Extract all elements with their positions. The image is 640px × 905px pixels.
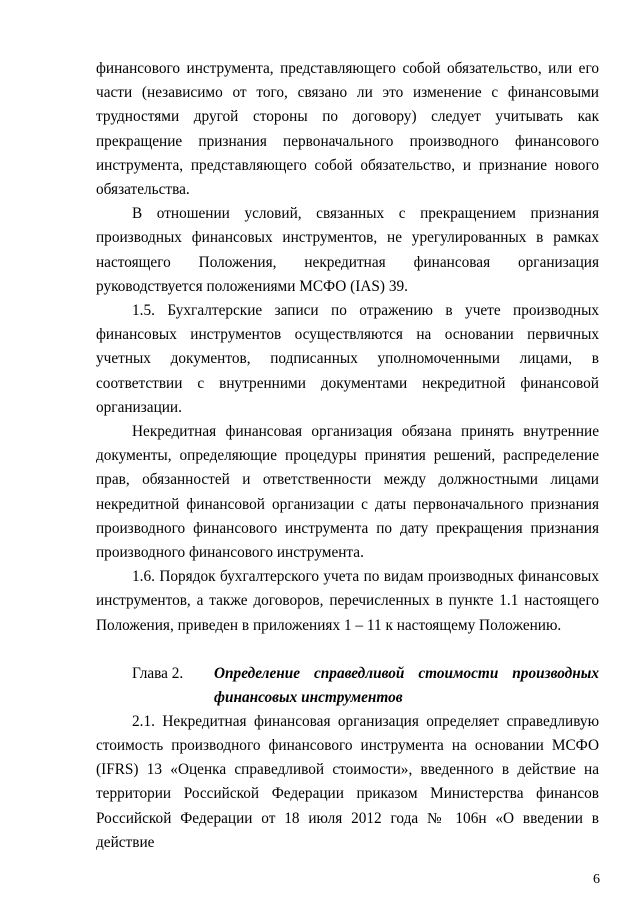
- paragraph-internal-documents: Некредитная финансовая организация обязана принять внутренние документы, определяющие процедуры принятия решений, распределение прав, обязанностей и ответственности между должностными лицами некредитной финансовой организации с даты первоначального признания производного финансового инструмента по дату прекращения признания производного финансового инструмента.: [96, 423, 599, 562]
- paragraph-1-6: 1.6. Порядок бухгалтерского учета по видам производных финансовых инструментов, а также договоров, перечисленных в пункте 1.1 настоящего Положения, приведен в приложениях 1 – 11 к настоящему Положению.: [96, 568, 599, 634]
- paragraph-continuation: финансового инструмента, представляющего собой обязательство, или его части (независимо от того, связано ли это изменение с финансовыми трудностями другой стороны по договору) следует учитывать как прекращение признания первоначального производного финансового инструмента, представляющего собой обязательство, и признание нового обязательства.: [96, 60, 599, 199]
- page-number: 6: [593, 872, 600, 887]
- chapter-number: Глава 2.: [132, 664, 184, 682]
- document-page: [96, 57, 599, 855]
- chapter-title: Определение справедливой стоимости производных финансовых инструментов: [214, 664, 599, 707]
- chapter-heading: [96, 662, 599, 710]
- paragraph-derecognition-terms: В отношении условий, связанных с прекращением признания производных финансовых инструментов, не урегулированных в рамках настоящего Положения, некредитная финансовая организация руководствуется положениями МСФО (IAS) 39.: [96, 205, 599, 295]
- paragraph-1-5: 1.5. Бухгалтерские записи по отражению в учете производных финансовых инструментов осуществляются на основании первичных учетных документов, подписанных уполномоченными лицами, в соответствии с внутренними документами некредитной финансовой организации.: [96, 302, 599, 416]
- paragraph-2-1: 2.1. Некредитная финансовая организация определяет справедливую стоимость производного финансового инструмента на основании МСФО (IFRS) 13 «Оценка справедливой стоимости», введенного в действие на территории Российской Федерации приказом Министерства финансов Российской Федерации от 18 июля 2012 года № 106н «О введении в действие: [96, 712, 599, 851]
